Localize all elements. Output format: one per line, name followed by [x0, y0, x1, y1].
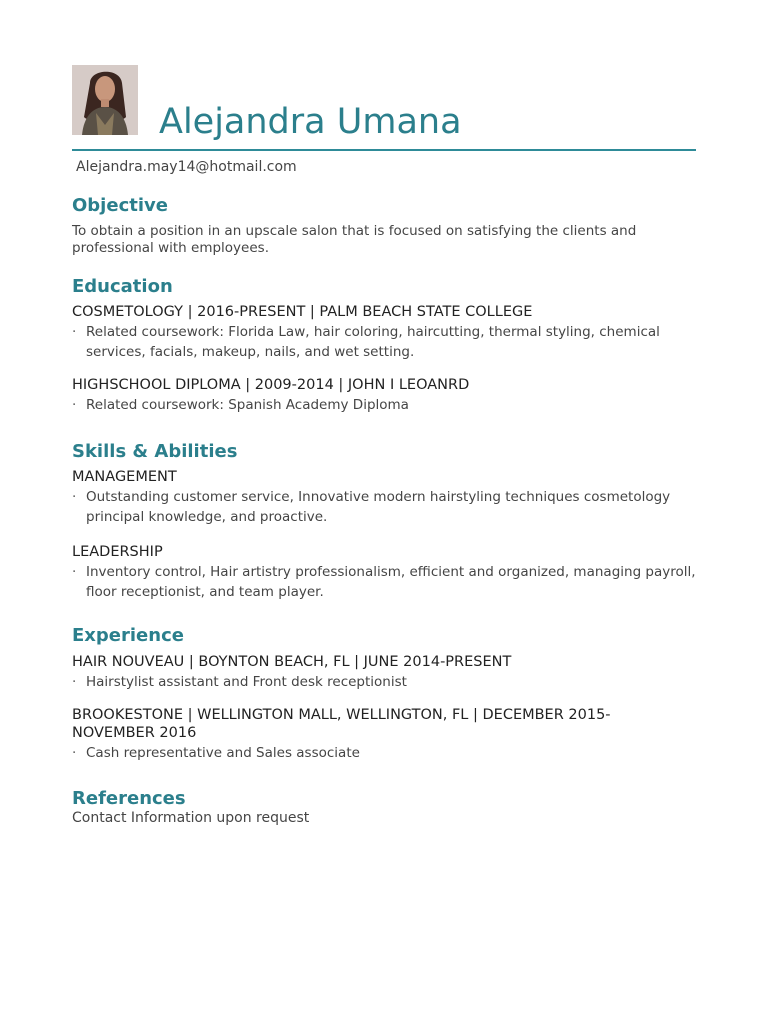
experience-heading: Experience [72, 625, 184, 646]
skill-entry-detail [72, 562, 700, 602]
skills-heading: Skills & Abilities [72, 441, 238, 462]
bullet-mark: · [72, 674, 77, 690]
skill-detail-text: Inventory control, Hair artistry professionalism, efficient and organized, managing payroll, floor receptionist, and team player. [86, 564, 696, 600]
profile-photo-image [72, 65, 138, 135]
education-entry-detail [72, 395, 700, 415]
candidate-name: Alejandra Umana [159, 102, 462, 142]
experience-entry-title: HAIR NOUVEAU | BOYNTON BEACH, FL | JUNE 2014-PRESENT [72, 654, 512, 670]
experience-entry-detail [72, 743, 700, 763]
references-text: Contact Information upon request [72, 810, 310, 826]
education-detail-text: Related coursework: Florida Law, hair coloring, haircutting, thermal styling, chemical services, facials, makeup, nails, and wet setting. [86, 324, 660, 360]
profile-photo [72, 65, 138, 135]
bullet-mark: · [72, 397, 77, 413]
education-section [72, 276, 700, 415]
experience-entry-title: BROOKESTONE | WELLINGTON MALL, WELLINGTON, FL | DECEMBER 2015- [72, 707, 611, 723]
skill-detail-text: Outstanding customer service, Innovative modern hairstyling techniques cosmetology principal knowledge, and proactive. [86, 489, 671, 525]
education-detail-text: Related coursework: Spanish Academy Diploma [86, 397, 409, 413]
education-heading: Education [72, 276, 173, 297]
bullet-mark: · [72, 324, 77, 340]
references-section [72, 788, 700, 827]
skill-entry-title: MANAGEMENT [72, 469, 177, 485]
education-entry-detail [72, 322, 700, 362]
experience-entry-title-continued: NOVEMBER 2016 [72, 725, 197, 741]
experience-detail-text: Hairstylist assistant and Front desk receptionist [86, 674, 407, 690]
education-entry-title: HIGHSCHOOL DIPLOMA | 2009-2014 | JOHN I LEOANRD [72, 377, 470, 393]
skills-section [72, 441, 700, 602]
experience-section [72, 625, 700, 763]
bullet-mark: · [72, 564, 77, 580]
references-heading: References [72, 788, 186, 809]
experience-detail-text: Cash representative and Sales associate [86, 745, 360, 761]
experience-entry-detail [72, 672, 700, 692]
objective-text: To obtain a position in an upscale salon that is focused on satisfying the clients and professional with employees. [72, 223, 637, 256]
header-divider [72, 149, 696, 151]
education-entry-title: COSMETOLOGY | 2016-PRESENT | PALM BEACH STATE COLLEGE [72, 304, 533, 320]
bullet-mark: · [72, 745, 77, 761]
objective-section [72, 195, 700, 257]
email-address: Alejandra.may14@hotmail.com [76, 159, 297, 175]
skill-entry-detail [72, 487, 700, 527]
skill-entry-title: LEADERSHIP [72, 544, 163, 560]
bullet-mark: · [72, 489, 77, 505]
objective-heading: Objective [72, 195, 168, 216]
